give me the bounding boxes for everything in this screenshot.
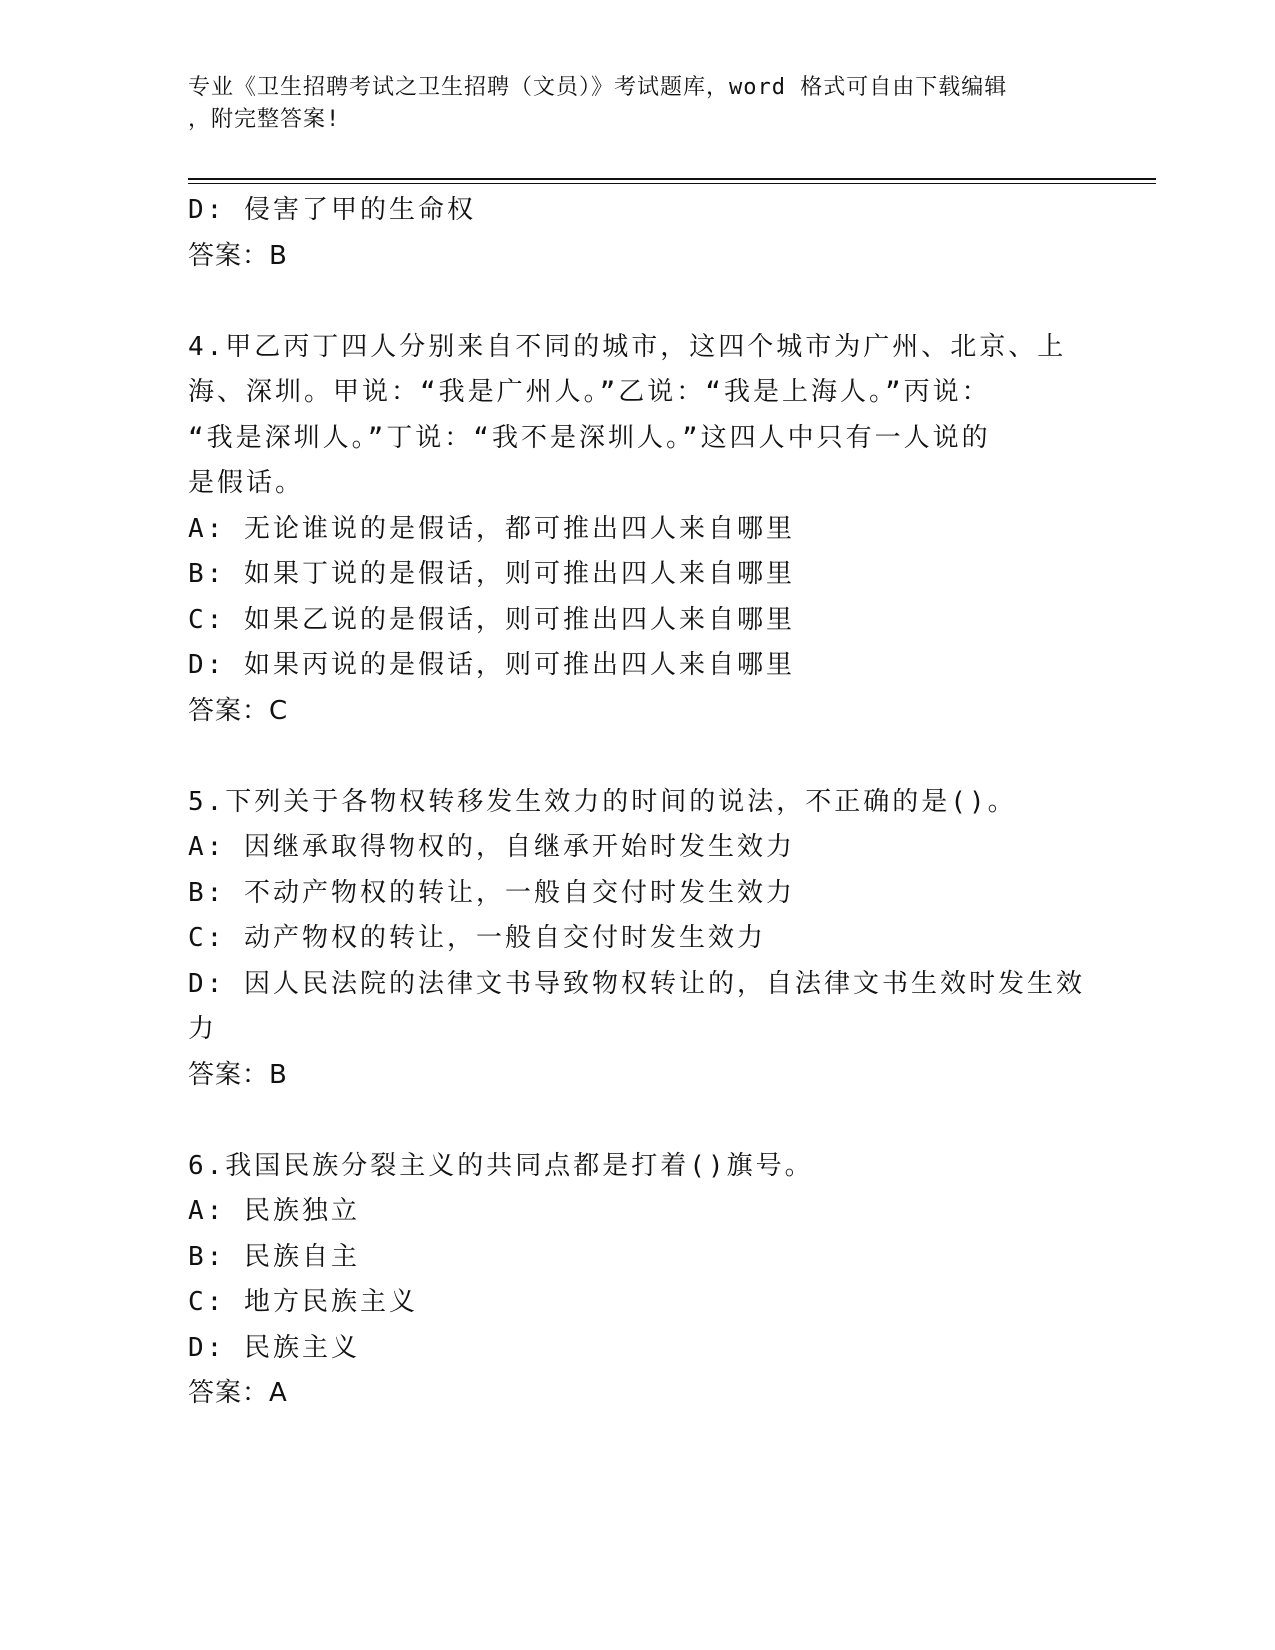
q5-option-b: B: 不动产物权的转让，一般自交付时发生效力: [188, 877, 795, 908]
q4-option-b: B: 如果丁说的是假话，则可推出四人来自哪里: [188, 559, 795, 589]
q4-text-line-2: 海、深圳。甲说：“我是广州人。”乙说：“我是上海人。”丙说：: [188, 377, 991, 407]
q4-text-line-1: 4.甲乙丙丁四人分别来自不同的城市，这四个城市为广州、北京、上: [188, 331, 1067, 362]
header-divider-thin: [188, 183, 1156, 184]
q6-option-a: A: 民族独立: [188, 1196, 360, 1226]
question-3-tail: [188, 188, 1088, 279]
q5-answer: 答案：B: [188, 1059, 288, 1090]
header-line-1: 专业《卫生招聘考试之卫生招聘（文员）》考试题库，word 格式可自由下载编辑: [188, 75, 1008, 100]
q4-answer: 答案：C: [188, 695, 289, 726]
q3-answer: 答案：B: [188, 240, 288, 271]
spacer: [188, 279, 1088, 325]
q6-answer: 答案：A: [188, 1378, 288, 1408]
question-6: [188, 1144, 1088, 1417]
q4-text-line-4: 是假话。: [188, 468, 305, 498]
question-4: [188, 325, 1088, 735]
q4-option-a: A: 无论谁说的是假话，都可推出四人来自哪里: [188, 513, 795, 544]
header-line-2: ，附完整答案!: [188, 107, 341, 132]
q6-option-d: D: 民族主义: [188, 1332, 360, 1363]
question-list: [188, 188, 1088, 1417]
spacer: [188, 1098, 1088, 1144]
q6-option-b: B: 民族自主: [188, 1241, 360, 1272]
q5-option-c: C: 动产物权的转让，一般自交付时发生效力: [188, 923, 766, 953]
q3-option-d: D: 侵害了甲的生命权: [188, 195, 476, 225]
q6-option-c: C: 地方民族主义: [188, 1287, 418, 1317]
question-5: [188, 780, 1088, 1099]
q5-option-d-line-2: 力: [188, 1014, 218, 1044]
q5-text: 5.下列关于各物权转移发生效力的时间的说法，不正确的是()。: [188, 786, 1017, 817]
q4-option-c: C: 如果乙说的是假话，则可推出四人来自哪里: [188, 604, 795, 635]
q4-text-line-3: “我是深圳人。”丁说：“我不是深圳人。”这四人中只有一人说的: [188, 422, 991, 453]
q6-text: 6.我国民族分裂主义的共同点都是打着()旗号。: [188, 1150, 814, 1181]
q4-option-d: D: 如果丙说的是假话，则可推出四人来自哪里: [188, 650, 795, 680]
page-header: [188, 72, 1068, 136]
header-divider-thick: [188, 178, 1156, 180]
spacer: [188, 734, 1088, 780]
q5-option-a: A: 因继承取得物权的，自继承开始时发生效力: [188, 832, 795, 862]
q5-option-d-line-1: D: 因人民法院的法律文书导致物权转让的，自法律文书生效时发生效: [188, 968, 1085, 999]
